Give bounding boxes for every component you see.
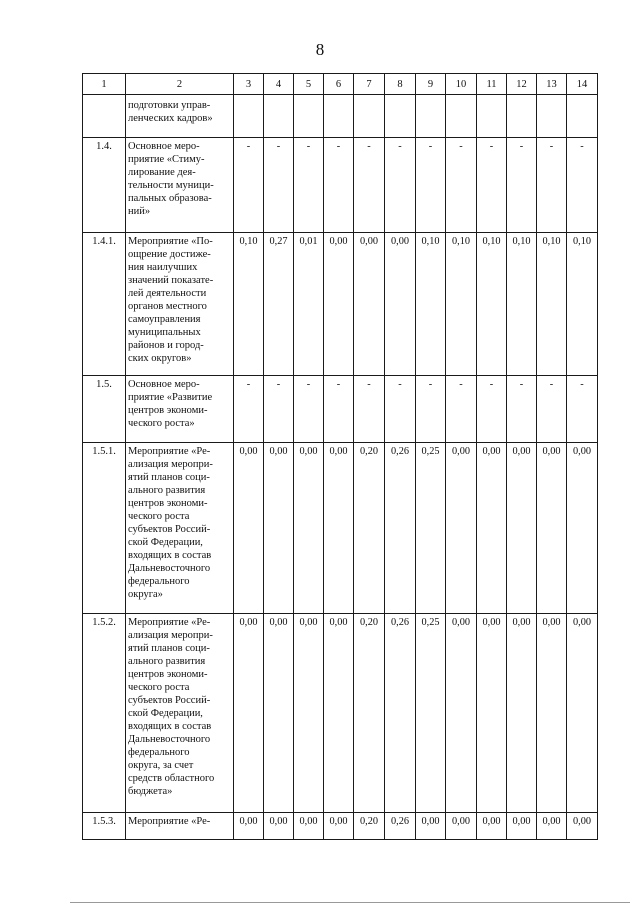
row-value: 0,00: [567, 443, 598, 614]
row-value: 0,10: [507, 233, 537, 376]
table-row: [83, 443, 598, 614]
row-value: -: [294, 138, 324, 233]
row-value: -: [294, 376, 324, 443]
row-value: -: [537, 376, 567, 443]
row-value: 0,00: [234, 614, 264, 813]
row-value: 0,00: [537, 813, 567, 840]
column-header: 3: [234, 74, 264, 95]
column-header: 11: [477, 74, 507, 95]
table-row: [83, 138, 598, 233]
row-value: 0,00: [294, 813, 324, 840]
row-value: 0,00: [416, 813, 446, 840]
row-value: -: [264, 376, 294, 443]
row-value: 0,10: [477, 233, 507, 376]
row-value: -: [507, 376, 537, 443]
row-value: -: [477, 138, 507, 233]
row-value: 0,00: [324, 813, 354, 840]
row-title: Мероприятие «Ре-: [126, 813, 234, 840]
row-value: [264, 95, 294, 138]
row-value: 0,27: [264, 233, 294, 376]
column-header: 7: [354, 74, 385, 95]
row-value: 0,00: [567, 813, 598, 840]
row-value: [234, 95, 264, 138]
row-value: [477, 95, 507, 138]
row-title: подготовки управ- ленческих кадров»: [126, 95, 234, 138]
table-row: [83, 376, 598, 443]
row-value: [567, 95, 598, 138]
row-value: -: [324, 376, 354, 443]
row-value: -: [567, 376, 598, 443]
row-value: 0,00: [537, 443, 567, 614]
row-value: 0,00: [234, 443, 264, 614]
column-header: 8: [385, 74, 416, 95]
row-value: 0,00: [234, 813, 264, 840]
row-value: -: [354, 376, 385, 443]
scan-edge-divider: [70, 902, 630, 903]
table-row: [83, 813, 598, 840]
row-value: 0,00: [446, 443, 477, 614]
row-value: 0,00: [446, 614, 477, 813]
row-title: Мероприятие «Ре- ализация меропри- ятий планов соци- ального развития центров экономи- ческого роста субъектов Россий- ской Федерации, входящих в состав Дальневосточного федерального округа, за счет средств областного бюджета»: [126, 614, 234, 813]
row-value: -: [477, 376, 507, 443]
row-value: [537, 95, 567, 138]
row-value: 0,00: [264, 813, 294, 840]
row-value: [446, 95, 477, 138]
row-value: -: [446, 138, 477, 233]
table-row: [83, 95, 598, 138]
row-value: 0,00: [264, 443, 294, 614]
row-number: 1.5.: [83, 376, 126, 443]
row-value: 0,00: [264, 614, 294, 813]
row-value: [416, 95, 446, 138]
row-title: Основное меро- приятие «Развитие центров экономи- ческого роста»: [126, 376, 234, 443]
row-number: 1.4.1.: [83, 233, 126, 376]
row-value: -: [385, 138, 416, 233]
row-value: [294, 95, 324, 138]
row-title: Мероприятие «По- ощрение достиже- ния наилучших значений показате- лей деятельности органов местного самоуправления муниципальных районов и город- ских округов»: [126, 233, 234, 376]
row-value: 0,00: [537, 614, 567, 813]
row-value: 0,10: [567, 233, 598, 376]
row-value: 0,10: [446, 233, 477, 376]
row-value: 0,00: [507, 614, 537, 813]
column-header: 4: [264, 74, 294, 95]
row-value: -: [264, 138, 294, 233]
row-value: -: [234, 138, 264, 233]
row-value: 0,00: [507, 443, 537, 614]
row-value: 0,00: [477, 614, 507, 813]
column-header: 2: [126, 74, 234, 95]
row-title: Мероприятие «Ре- ализация меропри- ятий планов соци- ального развития центров экономи- ческого роста субъектов Россий- ской Федерации, входящих в состав Дальневосточного федерального округа»: [126, 443, 234, 614]
row-value: 0,00: [294, 614, 324, 813]
column-header: 10: [446, 74, 477, 95]
column-header: 9: [416, 74, 446, 95]
table-header-row: [83, 74, 598, 95]
row-value: 0,00: [507, 813, 537, 840]
row-value: -: [567, 138, 598, 233]
row-value: 0,26: [385, 614, 416, 813]
row-value: -: [537, 138, 567, 233]
row-value: 0,00: [354, 233, 385, 376]
row-value: -: [385, 376, 416, 443]
row-value: 0,00: [324, 233, 354, 376]
row-number: 1.5.3.: [83, 813, 126, 840]
row-value: [354, 95, 385, 138]
row-value: -: [354, 138, 385, 233]
row-value: -: [234, 376, 264, 443]
row-value: 0,00: [477, 813, 507, 840]
column-header: 5: [294, 74, 324, 95]
row-value: 0,20: [354, 813, 385, 840]
row-number: [83, 95, 126, 138]
row-value: 0,25: [416, 614, 446, 813]
row-value: [324, 95, 354, 138]
column-header: 12: [507, 74, 537, 95]
column-header: 1: [83, 74, 126, 95]
row-value: 0,00: [477, 443, 507, 614]
row-number: 1.5.2.: [83, 614, 126, 813]
row-value: 0,00: [446, 813, 477, 840]
row-value: 0,00: [385, 233, 416, 376]
row-value: -: [446, 376, 477, 443]
row-value: [385, 95, 416, 138]
row-value: 0,10: [416, 233, 446, 376]
row-value: -: [416, 138, 446, 233]
table-row: [83, 614, 598, 813]
row-number: 1.5.1.: [83, 443, 126, 614]
row-value: 0,01: [294, 233, 324, 376]
column-header: 13: [537, 74, 567, 95]
row-value: 0,10: [234, 233, 264, 376]
row-value: [507, 95, 537, 138]
row-value: 0,10: [537, 233, 567, 376]
row-value: 0,20: [354, 443, 385, 614]
row-value: 0,00: [567, 614, 598, 813]
row-value: -: [324, 138, 354, 233]
page-number: 8: [315, 40, 325, 59]
row-value: -: [416, 376, 446, 443]
measures-table: [82, 73, 598, 840]
row-value: 0,00: [324, 443, 354, 614]
table-row: [83, 233, 598, 376]
row-value: 0,25: [416, 443, 446, 614]
row-value: 0,00: [294, 443, 324, 614]
row-number: 1.4.: [83, 138, 126, 233]
column-header: 6: [324, 74, 354, 95]
row-value: 0,20: [354, 614, 385, 813]
row-value: 0,26: [385, 813, 416, 840]
row-value: -: [507, 138, 537, 233]
row-value: 0,00: [324, 614, 354, 813]
row-value: 0,26: [385, 443, 416, 614]
column-header: 14: [567, 74, 598, 95]
row-title: Основное меро- приятие «Стиму- лирование дея- тельности муници- пальных образова- ний»: [126, 138, 234, 233]
